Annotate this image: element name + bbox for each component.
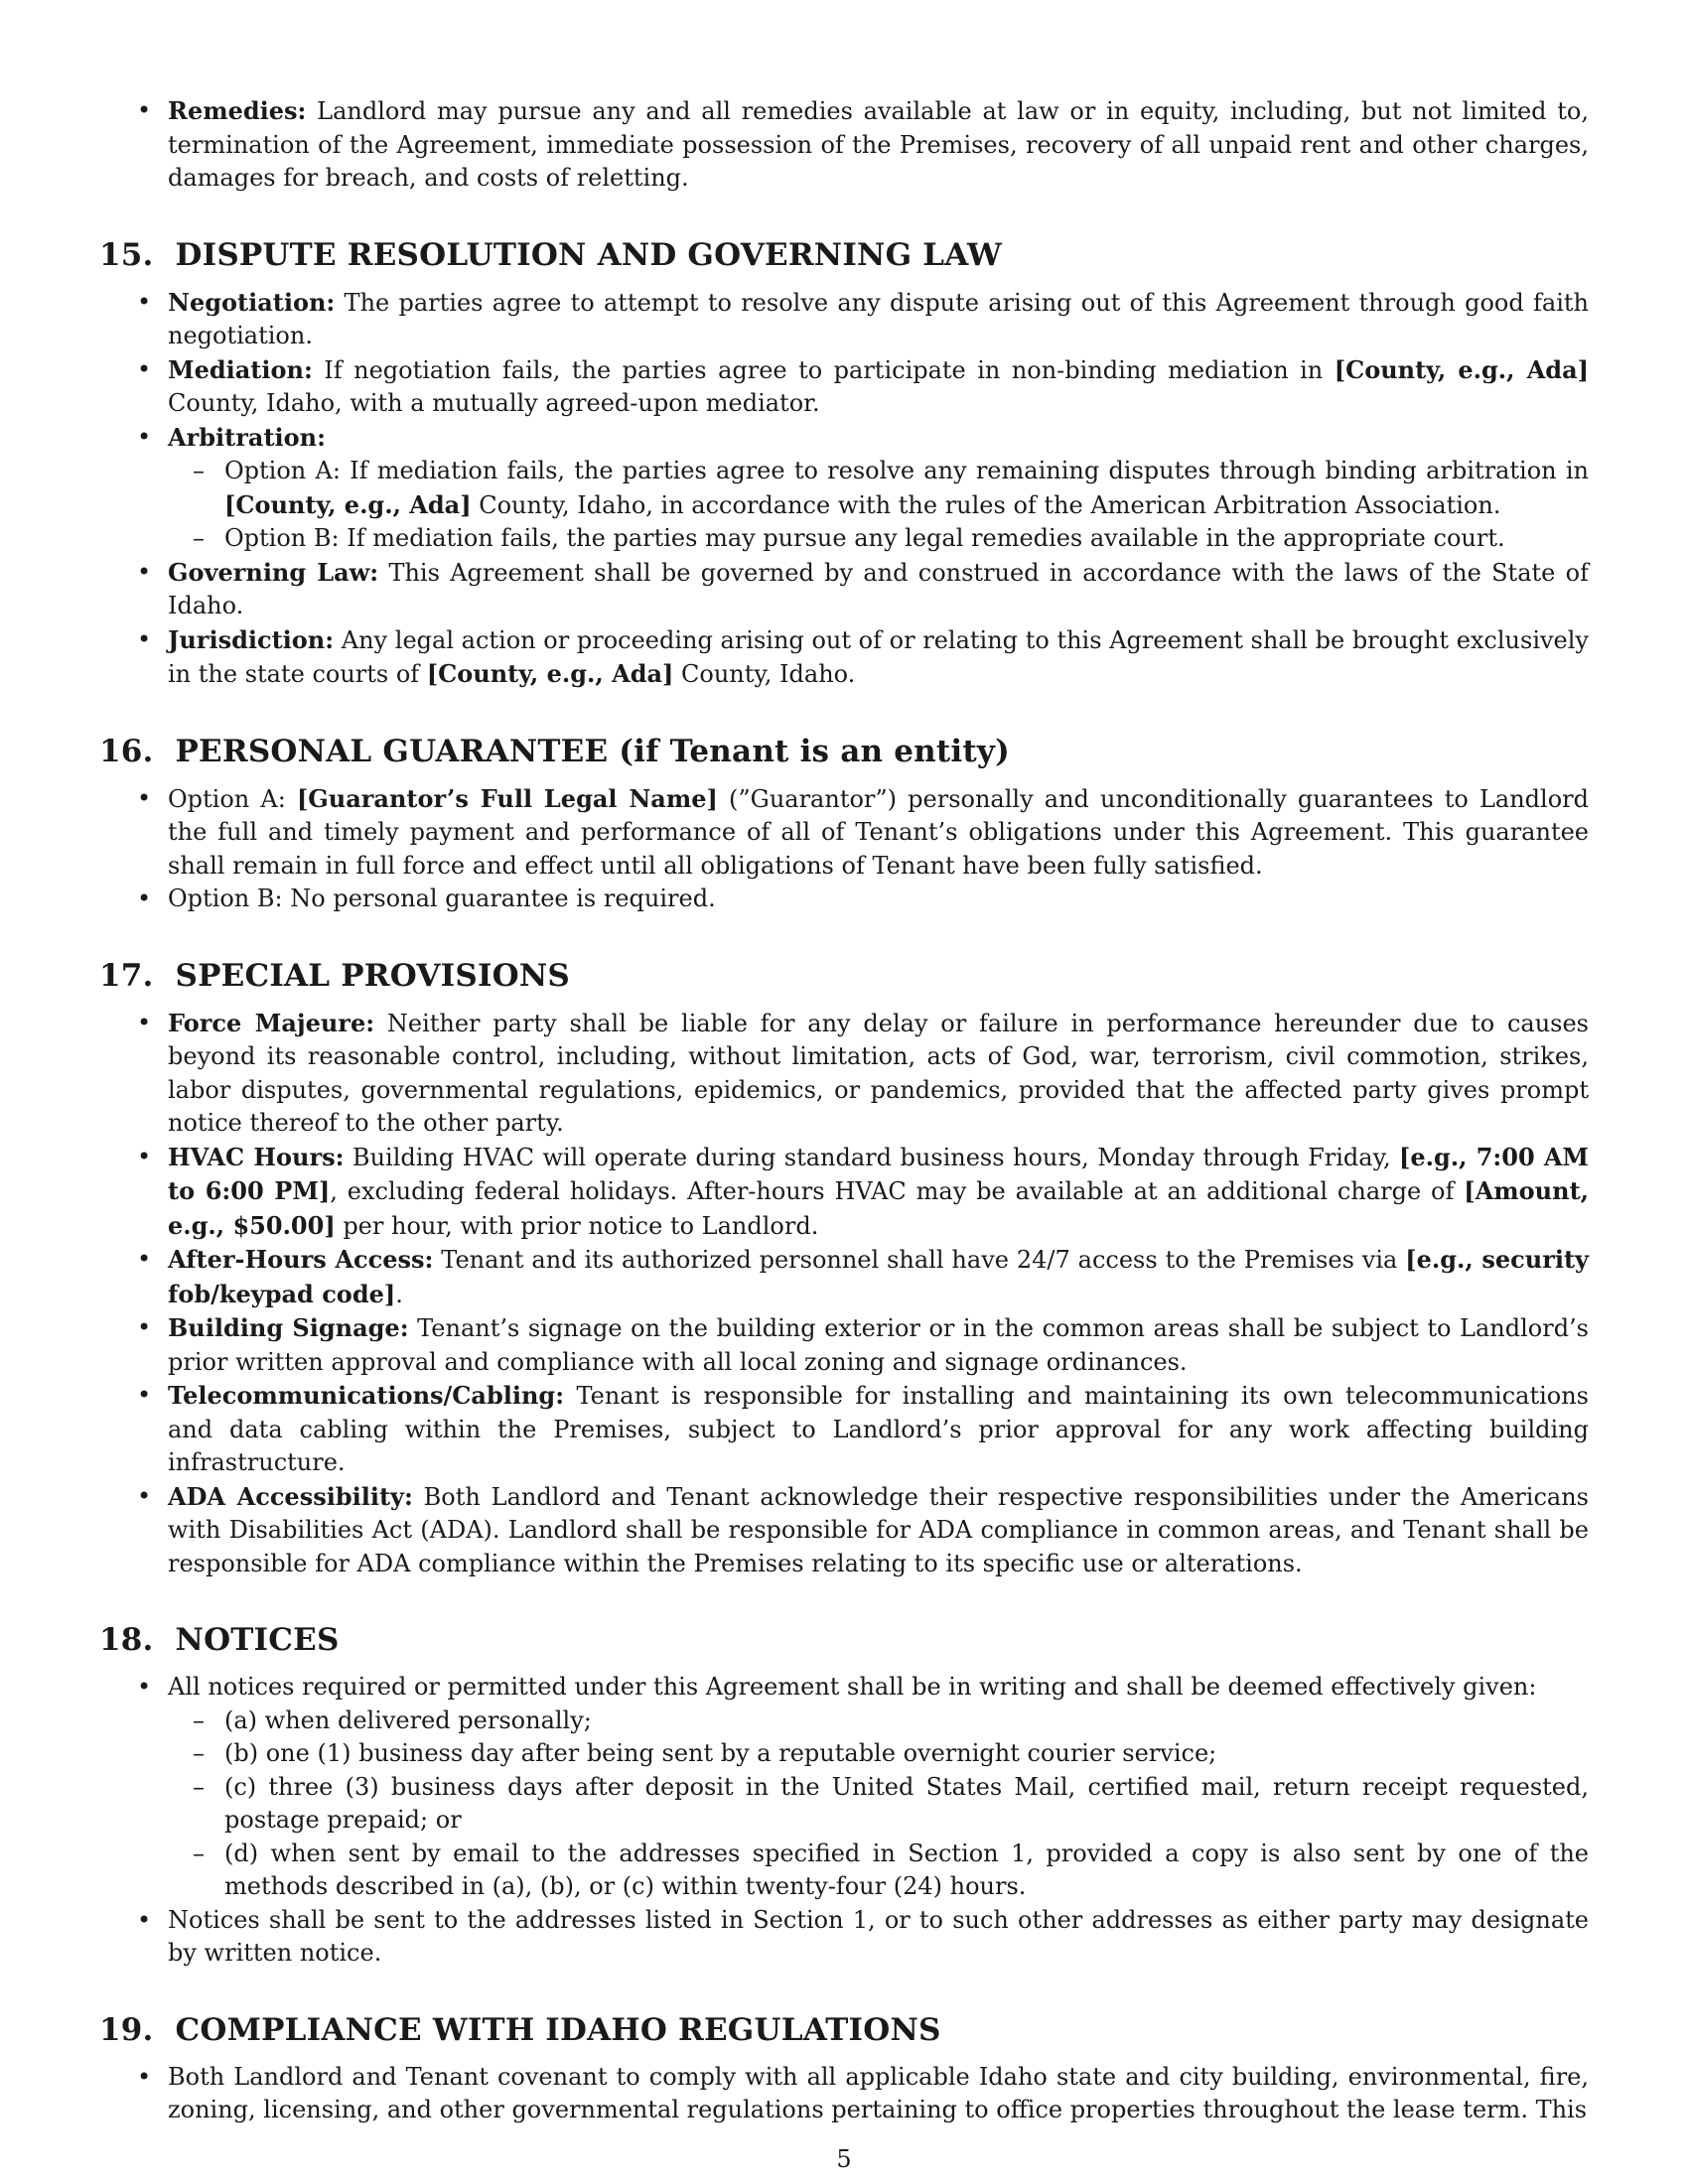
text-run: Tenant is responsible for installing and maintaining its own telecommunications and data cabling within the Premises, subject to Landlord’s prior approval for any work affecting building infrastructure. xyxy=(168,1382,1589,1476)
list-item xyxy=(99,1379,1589,1480)
text-run: (c) three (3) business days after deposit in the United States Mail, certified mail, return receipt requested, postage prepaid; or xyxy=(224,1772,1589,1834)
text-run: , excluding federal holidays. After-hours HVAC may be available at an additional charge of xyxy=(330,1177,1465,1205)
list-item xyxy=(99,1243,1589,1311)
section-heading xyxy=(99,957,1589,995)
list-item xyxy=(99,1480,1589,1581)
section-heading xyxy=(99,236,1589,274)
bullet-list xyxy=(99,1007,1589,1581)
section-number: 17. xyxy=(99,957,154,994)
text-run: Notices shall be sent to the addresses listed in Section 1, or to such other addresses as either party may designate by written notice. xyxy=(168,1905,1589,1967)
text-run: (a) when delivered personally; xyxy=(224,1706,592,1734)
bullet-list xyxy=(99,94,1589,196)
text-run: County, Idaho. xyxy=(673,660,856,688)
text-run: Both Landlord and Tenant acknowledge their respective responsibilities under the Americans with Disabilities Act (ADA). Landlord shall be responsible for ADA compliance in common areas, and Tenant shall be responsible for ADA compliance within the Premises relating to its specific use or alterations. xyxy=(168,1482,1589,1577)
text-run: Option B: If mediation fails, the parties may pursue any legal remedies available in the appropriate court. xyxy=(224,524,1505,552)
bold-text-run: [e.g., security fob/keypad code] xyxy=(168,1245,1589,1308)
bullet-list xyxy=(99,1671,1589,1971)
list-item xyxy=(99,421,1589,556)
section-notices xyxy=(99,1621,1589,1971)
list-item xyxy=(99,623,1589,692)
section-number: 19. xyxy=(99,2011,154,2048)
bold-text-run: [County, e.g., Ada] xyxy=(224,489,472,519)
sub-list-item xyxy=(164,1705,1589,1738)
section-compliance-with-idaho-regulations xyxy=(99,2011,1589,2127)
section-special-provisions xyxy=(99,957,1589,1581)
section-heading xyxy=(99,2011,1589,2049)
text-run: Any legal action or proceeding arising out of or relating to this Agreement shall be brought exclusively in the state courts of xyxy=(168,625,1589,688)
bold-text-run: Governing Law: xyxy=(168,557,379,587)
text-run: (d) when sent by email to the addresses specified in Section 1, provided a copy is also sent by one of the methods described in (a), (b), or (c) within twenty-four (24) hours. xyxy=(224,1839,1589,1900)
bold-text-run: Arbitration: xyxy=(168,422,326,452)
bullet-list xyxy=(99,286,1589,692)
text-run: Option A: If mediation fails, the parties agree to resolve any remaining disputes through binding arbitration in xyxy=(224,457,1589,484)
bold-text-run: HVAC Hours: xyxy=(168,1142,345,1171)
section-number: 18. xyxy=(99,1622,154,1658)
bold-text-run: [Guarantor’s Full Legal Name] xyxy=(296,783,718,813)
document-page xyxy=(99,94,1589,2127)
section-personal-guarantee-if-tenant-is-an-entity xyxy=(99,733,1589,916)
text-run: Landlord may pursue any and all remedies available at law or in equity, including, but not limited to, termination of the Agreement, immediate possession of the Premises, recovery of all unpaid rent and other charges, damages for breach, and costs of reletting. xyxy=(168,97,1589,192)
text-run: If negotiation fails, the parties agree to participate in non-binding mediation in xyxy=(312,355,1335,384)
bullet-list xyxy=(99,2061,1589,2127)
list-item xyxy=(99,94,1589,196)
section-dispute-resolution-and-governing-law xyxy=(99,236,1589,692)
bold-text-run: Building Signage: xyxy=(168,1313,409,1342)
text-run: (”Guarantor”) personally and unconditionally guarantees to Landlord the full and timely payment and performance of all of Tenant’s obligations under this Agreement. This guarantee shall remain in full force and effect until all obligations of Tenant have been fully satisfied. xyxy=(168,784,1589,880)
text-run: Tenant’s signage on the building exterior or in the common areas shall be subject to Landlord’s prior written approval and compliance with all local zoning and signage ordinances. xyxy=(168,1314,1589,1376)
text-run: Neither party shall be liable for any delay or failure in performance hereunder due to causes beyond its reasonable control, including, without limitation, acts of God, war, terrorism, civil commotion, strikes, labor disputes, governmental regulations, epidemics, or pandemics, provided that the affected party gives prompt notice thereof to the other party. xyxy=(168,1009,1589,1137)
text-run: Both Landlord and Tenant covenant to comply with all applicable Idaho state and city building, environmental, fire, zoning, licensing, and other governmental regulations pertaining to office properties throughout the lease term. This xyxy=(168,2062,1589,2123)
section-number: 15. xyxy=(99,236,154,273)
bold-text-run: ADA Accessibility: xyxy=(168,1481,413,1511)
bold-text-run: [e.g., 7:00 AM to 6:00 PM] xyxy=(168,1142,1590,1205)
list-item xyxy=(99,286,1589,353)
list-item xyxy=(99,1141,1589,1244)
bold-text-run: Mediation: xyxy=(168,354,313,384)
list-item xyxy=(99,1671,1589,1904)
text-run: Option A: xyxy=(168,784,297,813)
section-title: SPECIAL PROVISIONS xyxy=(175,957,570,994)
section-title: COMPLIANCE WITH IDAHO REGULATIONS xyxy=(175,2011,941,2048)
bold-text-run: [County, e.g., Ada] xyxy=(426,659,674,688)
text-run: The parties agree to attempt to resolve any dispute arising out of this Agreement through good faith negotiation. xyxy=(168,288,1589,349)
text-run: County, Idaho, in accordance with the rules of the American Arbitration Association. xyxy=(471,490,1501,519)
section-title: NOTICES xyxy=(175,1622,340,1658)
text-run: County, Idaho, with a mutually agreed-upon mediator. xyxy=(168,389,820,417)
text-run: Option B: No personal guarantee is required. xyxy=(168,885,716,912)
sub-list-item xyxy=(164,1771,1589,1838)
sub-list-item xyxy=(164,1838,1589,1904)
section-continuation xyxy=(99,94,1589,196)
list-item xyxy=(99,782,1589,884)
text-run: per hour, with prior notice to Landlord. xyxy=(335,1211,819,1240)
text-run: Tenant and its authorized personnel shall have 24/7 access to the Premises via xyxy=(433,1246,1406,1274)
sub-list-item xyxy=(164,1737,1589,1771)
bold-text-run: [Amount, e.g., $50.00] xyxy=(168,1176,1590,1240)
bold-text-run: Jurisdiction: xyxy=(168,624,335,654)
sub-list-item xyxy=(164,455,1589,522)
list-item xyxy=(99,2061,1589,2127)
bold-text-run: After-Hours Access: xyxy=(168,1245,434,1274)
list-item xyxy=(99,1007,1589,1141)
text-run: All notices required or permitted under this Agreement shall be in writing and shall be deemed effectively given: xyxy=(168,1673,1537,1701)
section-heading xyxy=(99,1621,1589,1659)
section-number: 16. xyxy=(99,733,154,769)
sub-list xyxy=(168,1705,1589,1904)
bullet-list xyxy=(99,782,1589,916)
list-item xyxy=(99,353,1589,421)
list-item xyxy=(99,556,1589,623)
page-number: 5 xyxy=(836,2145,852,2173)
bold-text-run: Telecommunications/Cabling: xyxy=(168,1381,565,1410)
text-run: . xyxy=(395,1280,403,1308)
text-run: This Agreement shall be governed by and construed in accordance with the laws of the State of Idaho. xyxy=(168,558,1589,619)
text-run: (b) one (1) business day after being sent by a reputable overnight courier service; xyxy=(224,1739,1217,1767)
bold-text-run: Remedies: xyxy=(168,96,307,125)
sub-list xyxy=(168,455,1589,556)
bold-text-run: Negotiation: xyxy=(168,287,336,317)
section-heading xyxy=(99,733,1589,770)
section-title: PERSONAL GUARANTEE (if Tenant is an entity) xyxy=(175,733,1010,769)
bold-text-run: Force Majeure: xyxy=(168,1008,375,1037)
list-item xyxy=(99,1311,1589,1379)
list-item xyxy=(99,1904,1589,1971)
list-item xyxy=(99,883,1589,916)
sub-list-item xyxy=(164,522,1589,556)
section-title: DISPUTE RESOLUTION AND GOVERNING LAW xyxy=(175,236,1002,273)
bold-text-run: [County, e.g., Ada] xyxy=(1334,354,1589,384)
text-run: Building HVAC will operate during standard business hours, Monday through Friday, xyxy=(344,1143,1400,1171)
